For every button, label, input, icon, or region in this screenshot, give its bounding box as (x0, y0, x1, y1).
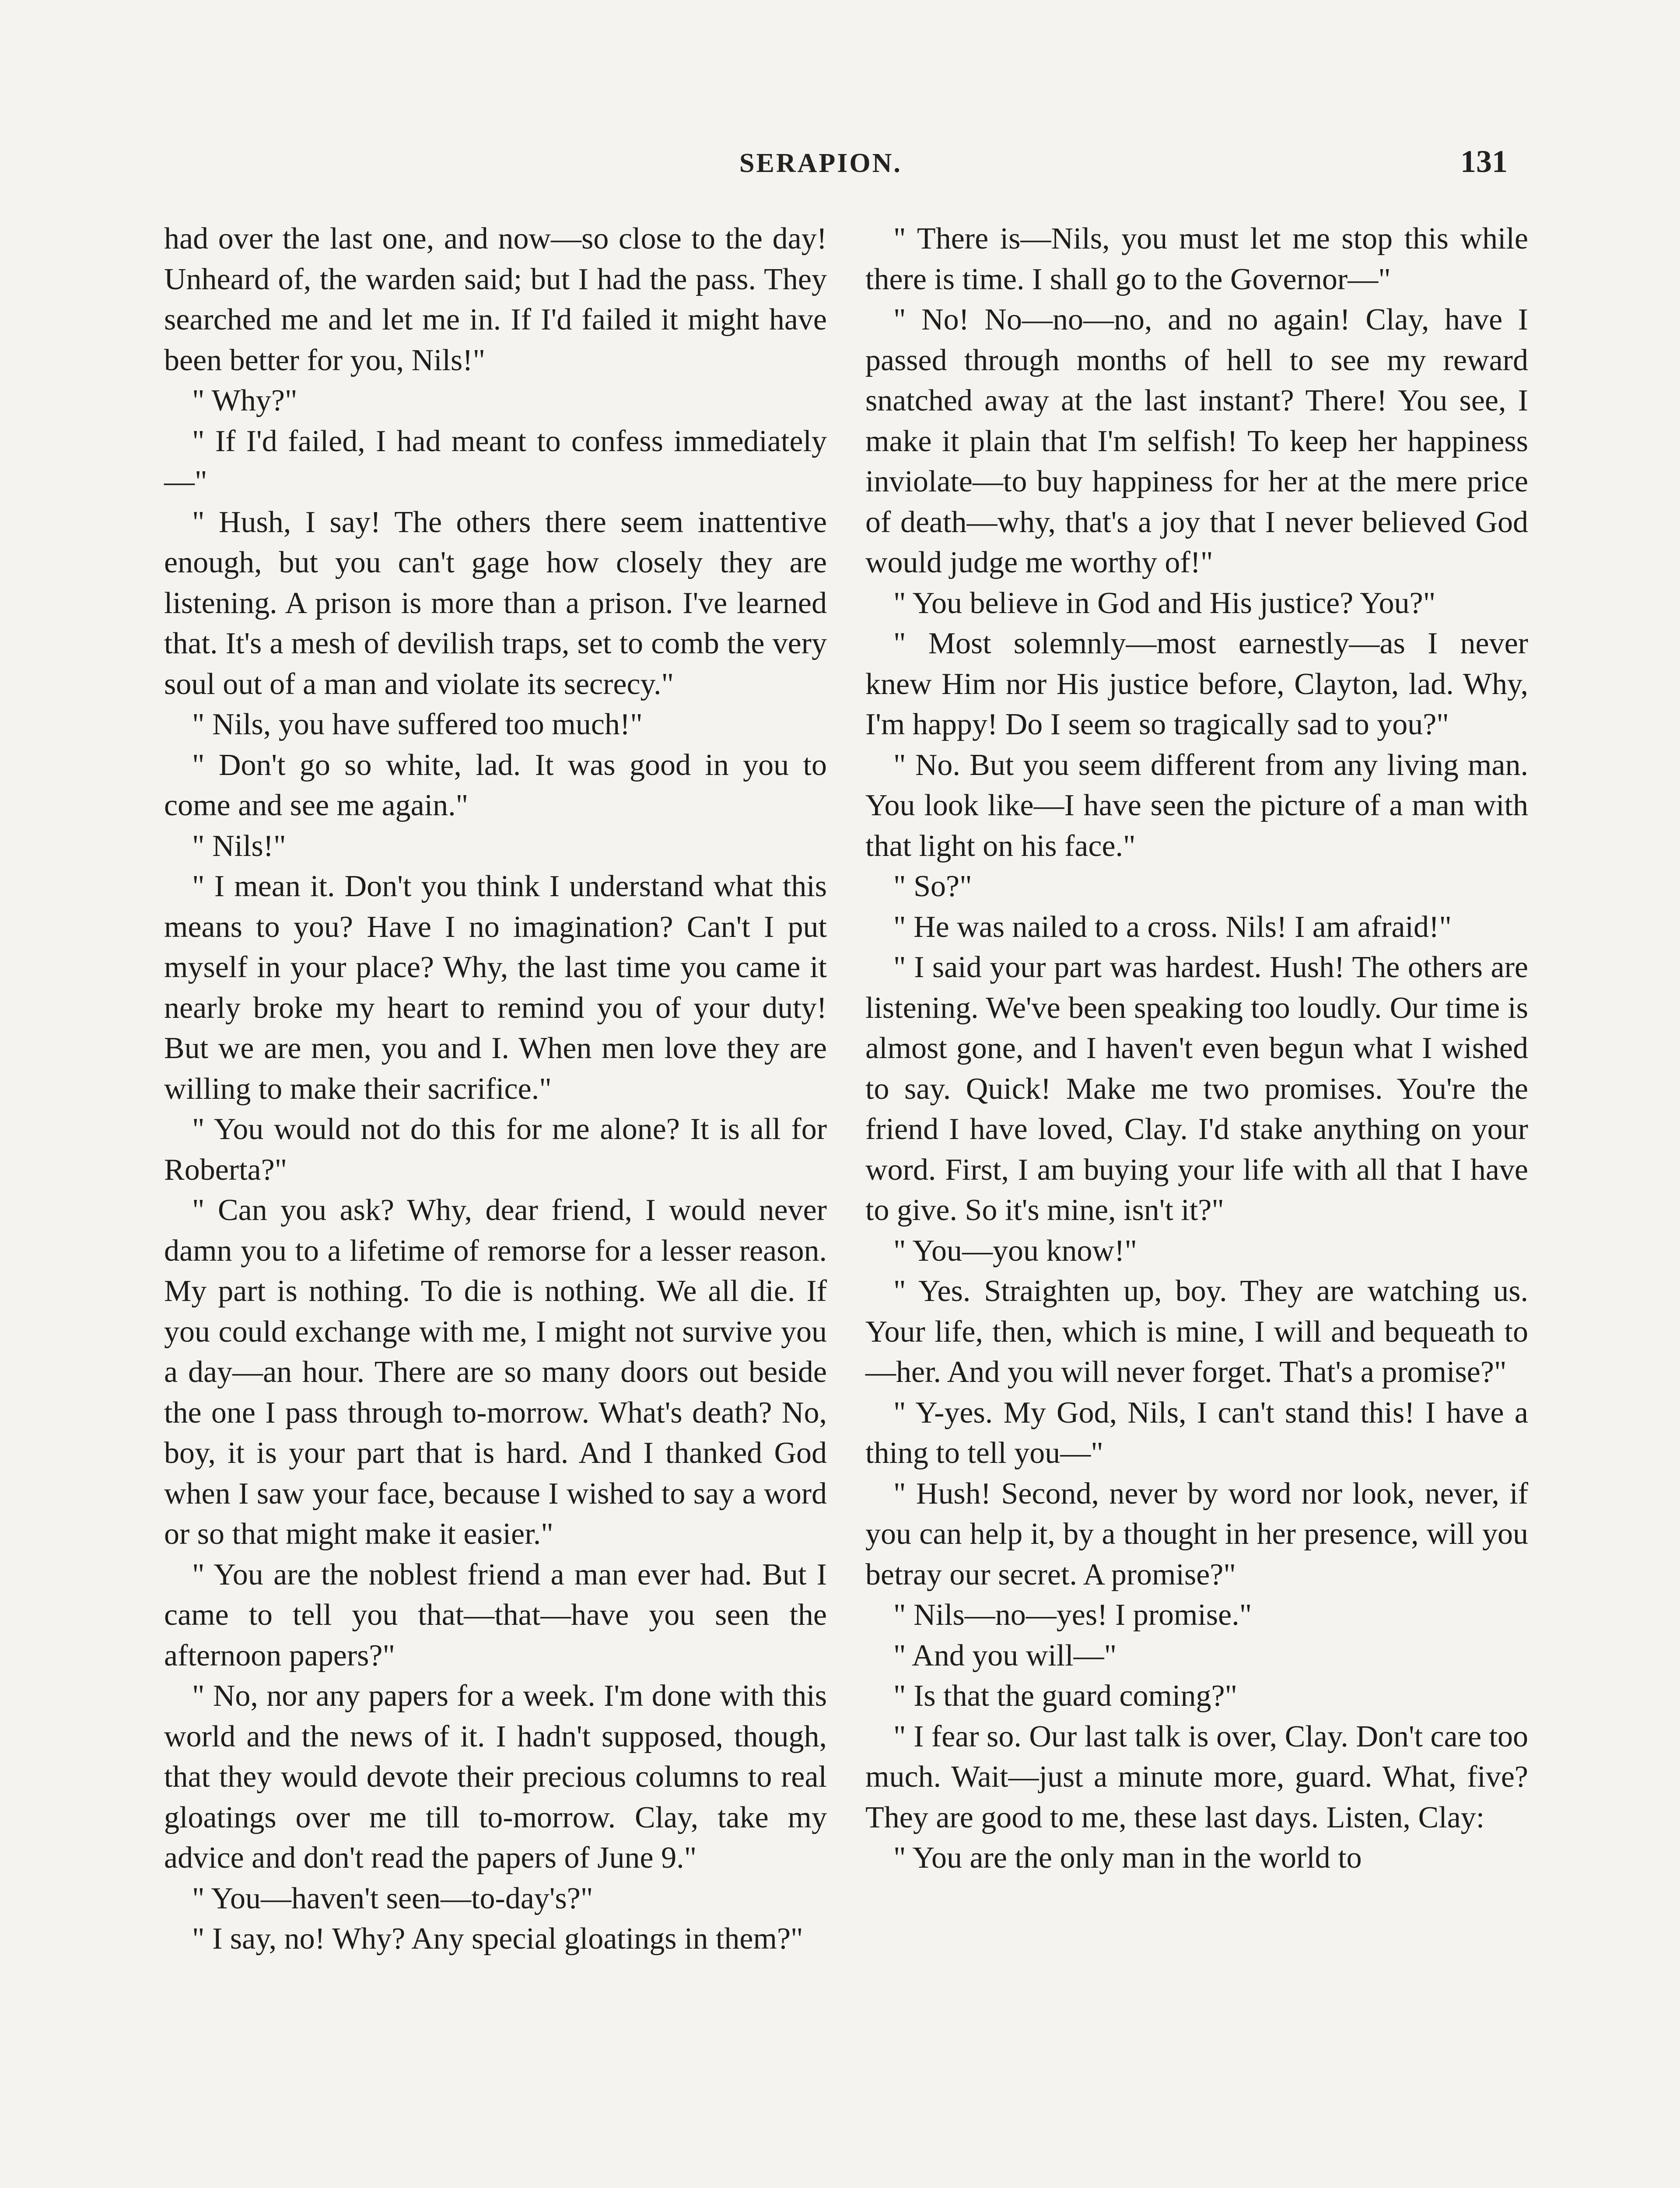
paragraph: " If I'd failed, I had meant to confess immediately—" (164, 424, 827, 498)
paragraph: " Yes. Straighten up, boy. They are watching us. Your life, then, which is mine, I will and bequeath to—her. And you will never forget. That's a promise?" (865, 1274, 1528, 1389)
paragraph: " Why?" (192, 384, 298, 417)
left-text-column (164, 219, 827, 1960)
paragraph: " Most solemnly—most earnestly—as I never knew Him nor His justice before, Clayton, lad. Why, I'm happy! Do I seem so tragically sad to you?" (865, 627, 1528, 741)
paragraph: " No! No—no—no, and no again! Clay, have I passed through months of hell to see my reward snatched away at the last instant? There! You see, I make it plain that I'm selfish! To keep her happiness inviolate—to buy happiness for her at the mere price of death—why, that's a joy that I never believed God would judge me worthy of!" (865, 303, 1528, 579)
paragraph: " I say, no! Why? Any special gloatings in them?" (192, 1922, 803, 1956)
paragraph: had over the last one, and now—so close to the day! Unheard of, the warden said; but I had the pass. They searched me and let me in. If I'd failed it might have been better for you, Nils!" (164, 222, 827, 377)
paragraph: " Hush, I say! The others there seem inattentive enough, but you can't gage how closely they are listening. A prison is more than a prison. I've learned that. It's a mesh of devilish traps, set to comb the very soul out of a man and violate its secrecy." (164, 505, 827, 701)
paragraph: " No, nor any papers for a week. I'm done with this world and the news of it. I hadn't supposed, though, that they would devote their precious columns to real gloatings over me till to-morrow. Clay, take my advice and don't read the papers of June 9." (164, 1679, 827, 1875)
page-number: 131 (1460, 144, 1508, 179)
paragraph: " Is that the guard coming?" (893, 1679, 1238, 1713)
paragraph: " Can you ask? Why, dear friend, I would never damn you to a lifetime of remorse for a lesser reason. My part is nothing. To die is nothing. We all die. If you could exchange with me, I might not survive you a day—an hour. There are so many doors out beside the one I pass through to-morrow. What's death? No, boy, it is your part that is hard. And I thanked God when I saw your face, because I wished to say a word or so that might make it easier." (164, 1193, 827, 1551)
paragraph: " So?" (893, 870, 972, 903)
paragraph: " You would not do this for me alone? It is all for Roberta?" (164, 1112, 827, 1187)
paragraph: " Hush! Second, never by word nor look, never, if you can help it, by a thought in her presence, will you betray our secret. A promise?" (865, 1476, 1528, 1592)
paragraph: " You—haven't seen—to-day's?" (192, 1881, 593, 1915)
running-title: SERAPION. (739, 148, 902, 178)
paragraph: " You believe in God and His justice? You?" (893, 586, 1436, 620)
paragraph: " And you will—" (893, 1638, 1117, 1673)
paragraph: " He was nailed to a cross. Nils! I am afraid!" (893, 910, 1452, 944)
paragraph: " No. But you seem different from any living man. You look like—I have seen the picture of a man with that light on his face." (865, 748, 1528, 863)
paragraph: " Don't go so white, lad. It was good in you to come and see me again." (164, 748, 827, 822)
paragraph: " You—you know!" (893, 1234, 1137, 1268)
paragraph: " I said your part was hardest. Hush! The others are listening. We've been speaking too loudly. Our time is almost gone, and I haven't even begun what I wished to say. Quick! Make me two promises. You're the friend I have loved, Clay. I'd stake anything on your word. First, I am buying your life with all that I have to give. So it's mine, isn't it?" (865, 950, 1528, 1227)
paragraph: " You are the only man in the world to (893, 1841, 1362, 1875)
paragraph: " Nils, you have suffered too much!" (192, 708, 643, 741)
paragraph: " You are the noblest friend a man ever had. But I came to tell you that—that—have you seen the afternoon papers?" (164, 1557, 827, 1673)
paragraph: " Y-yes. My God, Nils, I can't stand this! I have a thing to tell you—" (865, 1396, 1528, 1470)
right-text-column (865, 219, 1528, 1879)
paragraph: " There is—Nils, you must let me stop this while there is time. I shall go to the Governor—" (865, 222, 1528, 296)
paragraph: " Nils!" (192, 829, 286, 863)
paragraph: " I mean it. Don't you think I understand what this means to you? Have I no imagination? Can't I put myself in your place? Why, the last time you came it nearly broke my heart to remind you of your duty! But we are men, you and I. When men love they are willing to make their sacrifice." (164, 870, 827, 1106)
paragraph: " I fear so. Our last talk is over, Clay. Don't care too much. Wait—just a minute more, guard. What, five? They are good to me, these last days. Listen, Clay: (865, 1719, 1528, 1834)
paragraph: " Nils—no—yes! I promise." (893, 1598, 1252, 1632)
